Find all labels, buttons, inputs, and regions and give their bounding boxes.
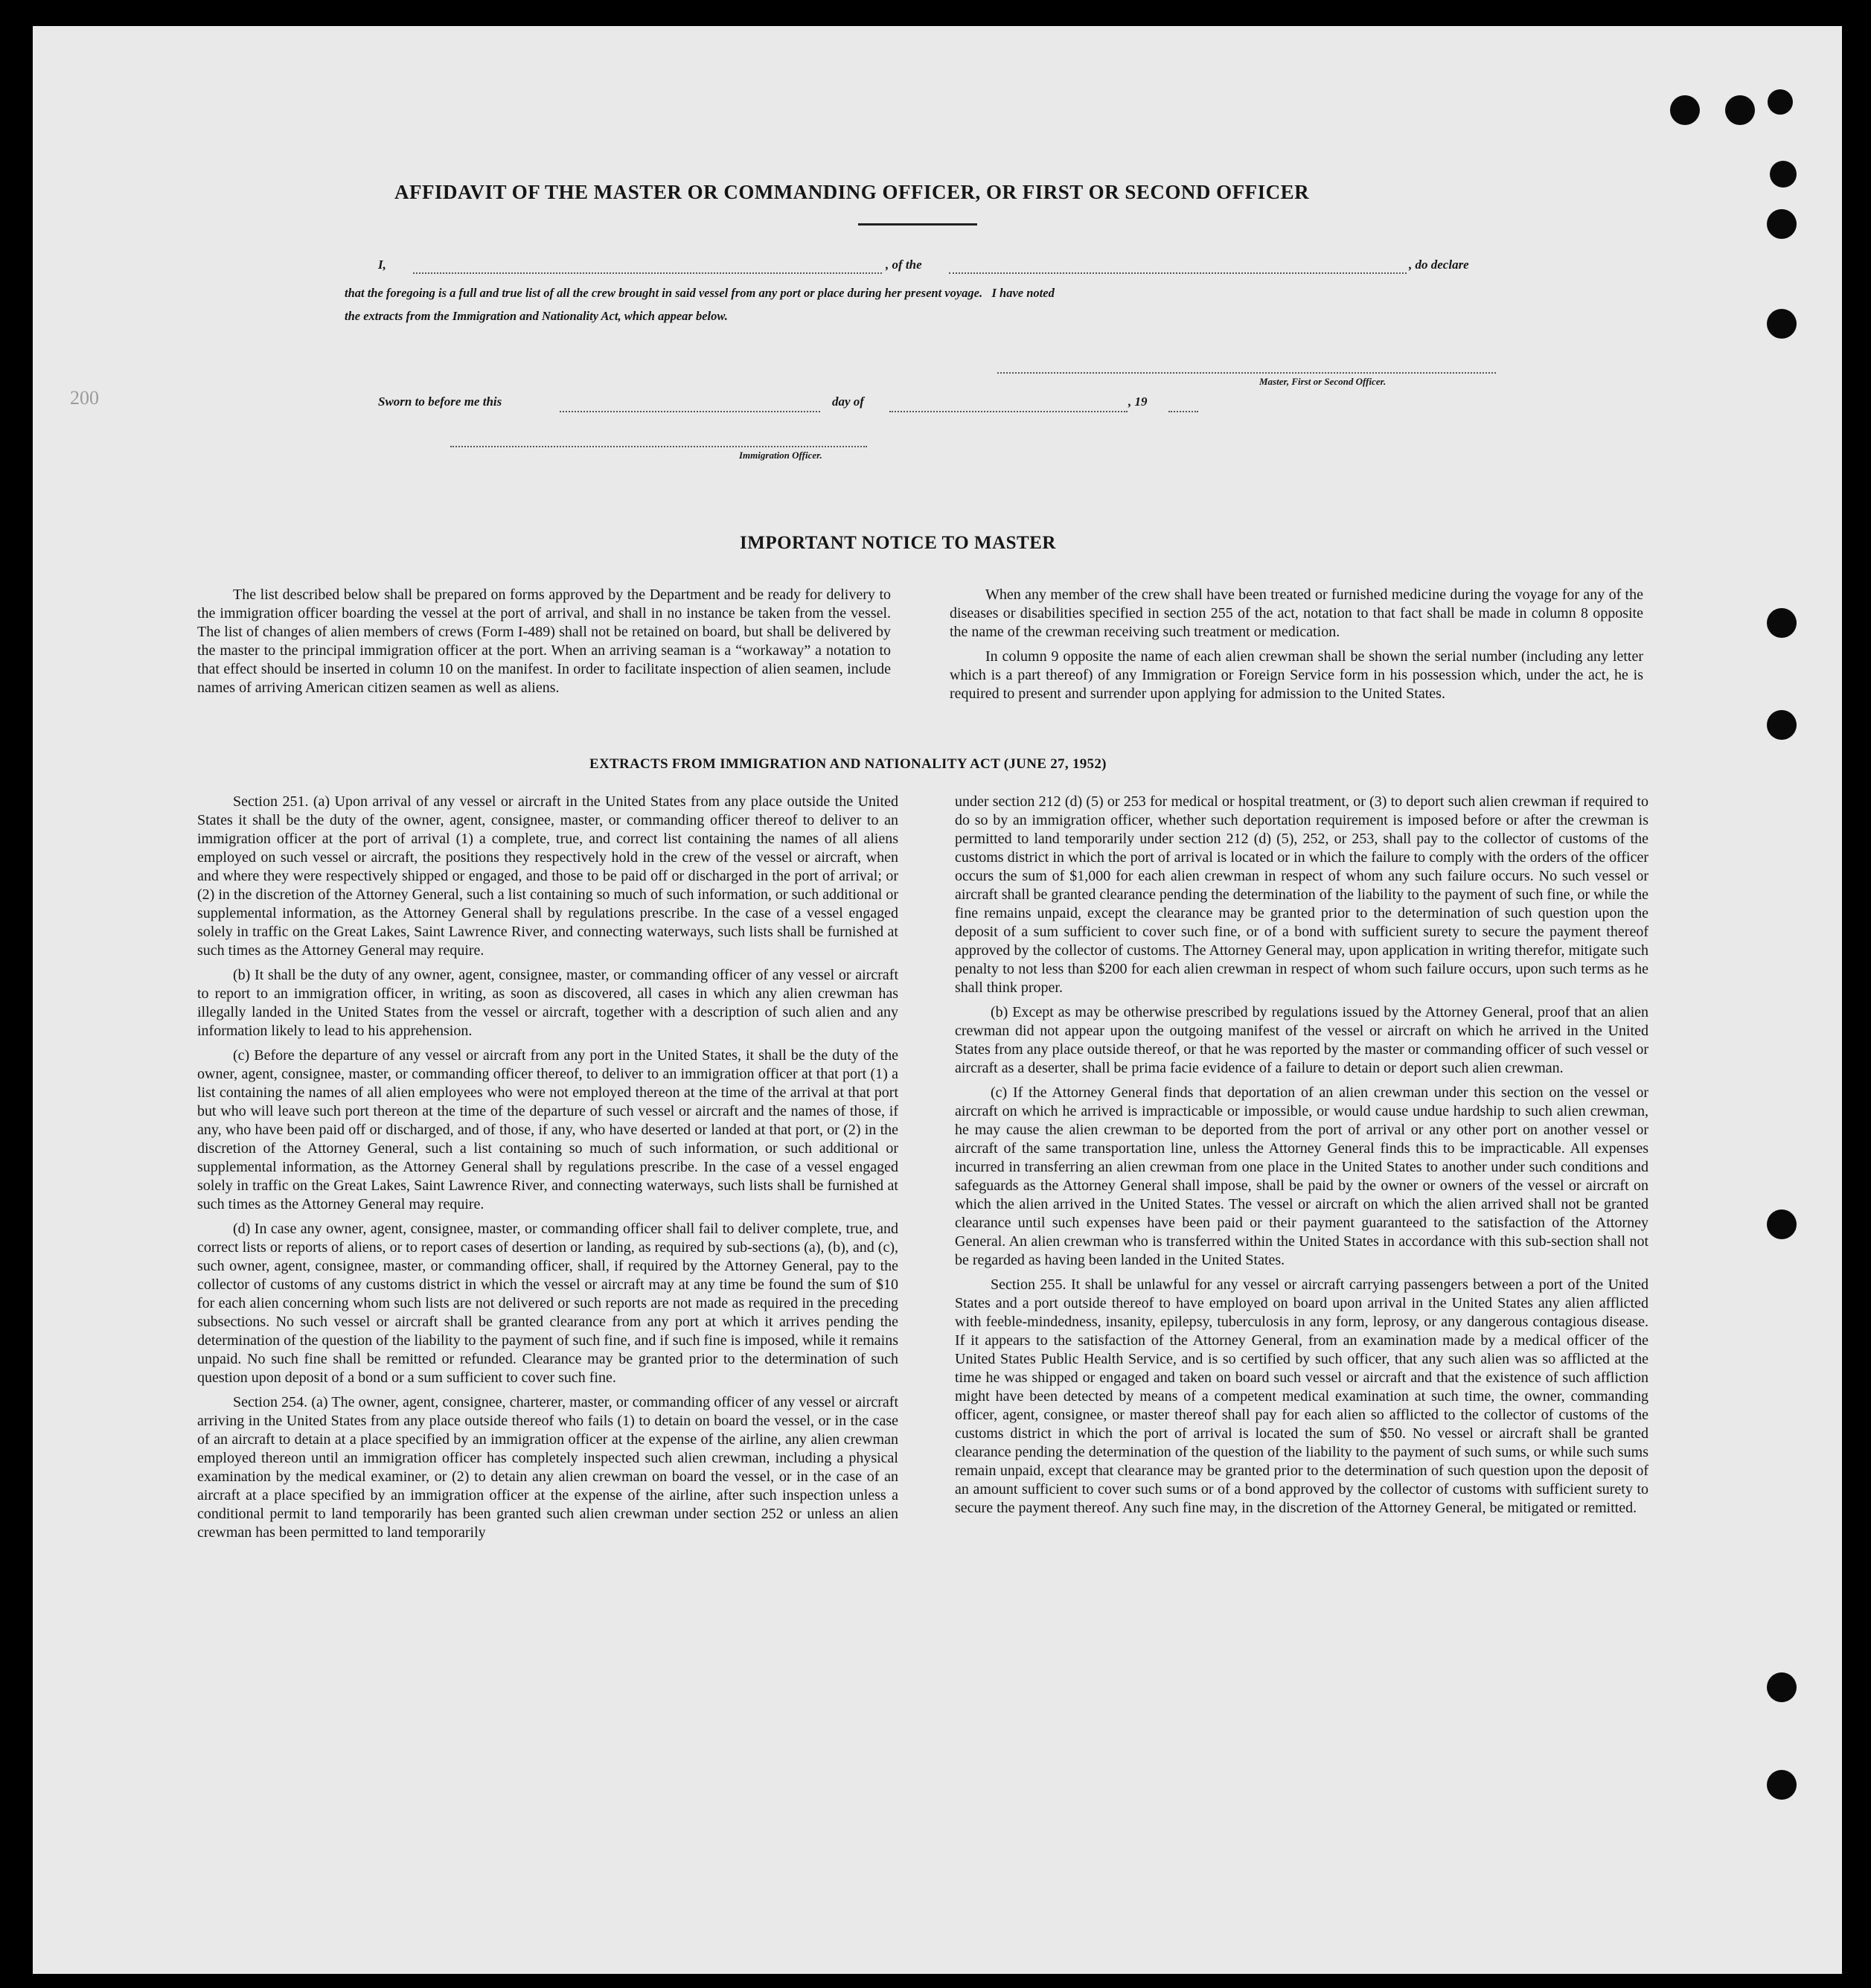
notice-left-paragraph: The list described below shall be prepared on forms approved by the Department and be ready for delivery to the immigration officer boarding the vessel at the port of arrival, and shall in no instance be taken from the vessel. The list of changes of alien members of crews (Form I-489) shall not be retained on board, but shall be delivered by the master to the principal immigration officer at the port. When an arriving seaman is a “workaway” a notation to that effect should be inserted in column 10 on the manifest. In order to facilitate inspection of alien seamen, include names of arriving American citizen seamen as well as aliens. xyxy=(197,587,891,696)
officer-caption: Immigration Officer. xyxy=(739,450,822,461)
extracts-title: EXTRACTS FROM IMMIGRATION AND NATIONALITY ACT (JUNE 27, 1952) xyxy=(589,756,1107,772)
master-signature-line xyxy=(997,372,1496,374)
i-label: I, xyxy=(378,258,386,272)
punch-hole xyxy=(1670,95,1700,125)
name-line xyxy=(413,272,882,274)
of-the-label: , of the xyxy=(886,258,922,272)
punch-hole xyxy=(1725,95,1755,125)
year-line xyxy=(1168,411,1198,412)
notice-left-column xyxy=(197,586,891,703)
notice-right-paragraph: In column 9 opposite the name of each alien crewman shall be shown the serial number (including any letter which is a part thereof) of any Immigration or Foreign Service form in his possession which, under the act, he is required to present and surrender upon applying for admission to the United States. xyxy=(950,648,1643,702)
section-254-c: (c) If the Attorney General finds that deportation of an alien crewman under this section on the vessel or aircraft on which he arrived is impracticable or impossible, or would cause undue hardship to such alien crewman, he may cause the alien crewman to be deported from the port of arrival or any other port on another vessel or aircraft of the same transportation line, unless the Attorney General finds this to be impracticable. All expenses incurred in transferring an alien crewman from one place in the United States to another under such conditions and safeguards as the Attorney General shall impose, shall be paid by the owner or owners of the vessel or aircraft on which the alien arrived in the United States. The vessel or aircraft on which the alien arrived shall not be granted clearance until such expenses have been paid or their payment guaranteed to the satisfaction of the Attorney General. An alien crewman who is transferred within the United States in accordance with this sub-section shall not be regarded as having been landed in the United States. xyxy=(955,1084,1648,1268)
title-rule xyxy=(858,223,977,226)
year-label: , 19 xyxy=(1128,394,1148,409)
punch-hole xyxy=(1767,209,1797,239)
declaration-line-2: the extracts from the Immigration and Nationality Act, which appear below. xyxy=(345,309,728,323)
notice-right-column xyxy=(950,586,1643,709)
margin-mark: 200 xyxy=(70,387,99,409)
do-declare-label: , do declare xyxy=(1409,258,1469,272)
sworn-month-line xyxy=(889,411,1128,412)
notice-title: IMPORTANT NOTICE TO MASTER xyxy=(740,533,1056,553)
master-signature-caption: Master, First or Second Officer. xyxy=(1259,376,1387,387)
section-254-b: (b) Except as may be otherwise prescribed by regulations issued by the Attorney General, proof that an alien crewman did not appear upon the outgoing manifest of the vessel or aircraft on which he arrived in the United States from any place outside thereof, or that he was reported by the master or commanding officer of such vessel or aircraft as a deserter, shall be prima facie evidence of a failure to detain or deport such alien crewman. xyxy=(955,1004,1648,1076)
extracts-right-column xyxy=(955,793,1648,1524)
declaration-line-1: that the foregoing is a full and true list of all the crew brought in said vessel from any port or place during her present voyage. I have noted xyxy=(345,286,1055,300)
section-251-b: (b) It shall be the duty of any owner, agent, consignee, master, or commanding officer of any vessel or aircraft to report to an immigration officer, in writing, as soon as discovered, all cases in which any alien crewman has illegally landed in the United States from the vessel or aircraft, together with a description of such alien and any information likely to lead to his apprehension. xyxy=(197,967,898,1039)
punch-hole xyxy=(1767,1672,1797,1702)
punch-hole xyxy=(1767,309,1797,339)
day-of-label: day of xyxy=(832,394,864,409)
punch-hole xyxy=(1770,161,1797,188)
section-251-c: (c) Before the departure of any vessel or aircraft from any port in the United States, it shall be the duty of the owner, agent, consignee, master, or commanding officer thereof, to deliver to an immigration officer at that port (1) a list containing the names of all alien employees who were not employed thereon at the time of the arrival at that port but who will leave such port thereon at the time of the departure of such vessel or aircraft and the names of those, if any, who have been paid off or discharged, and of those, if any, who have deserted or landed at that port, or (2) in the discretion of the Attorney General, such a list containing so much of such information, or such additional or supplemental information, as the Attorney General shall by regulations prescribe. In the case of a vessel engaged solely in traffic on the Great Lakes, Saint Lawrence River, and connecting waterways, such lists shall be furnished at such times as the Attorney General may require. xyxy=(197,1047,898,1212)
section-251-d: (d) In case any owner, agent, consignee, master, or commanding officer shall fail to deliver complete, true, and correct lists or reports of aliens, or to report cases of desertion or landing, as required by sub-sections (a), (b), and (c), such owner, agent, consignee, master, or commanding officer, shall, if required by the Attorney General, pay to the collector of customs of any customs district in which the vessel or aircraft may at any time be found the sum of $10 for each alien concerning whom such lists are not delivered or such reports are not made as required in the preceding subsections. No such vessel or aircraft shall be granted clearance from any port at which it arrives pending the determination of the question of the liability to the payment of such fine, and if such fine is imposed, while it remains unpaid. No such fine shall be remitted or refunded. Clearance may be granted prior to the determination of such question upon deposit of a bond or a sum sufficient to cover such fine. xyxy=(197,1221,898,1386)
sworn-day-line xyxy=(560,411,820,412)
punch-hole xyxy=(1768,89,1793,115)
section-254-a-continued: under section 212 (d) (5) or 253 for medical or hospital treatment, or (3) to deport such alien crewman if required to do so by an immigration officer, whether such deportation requirement is imposed before or after the crewman is permitted to land temporarily under section 212 (d) (5), 252, or 253, shall pay to the collector of customs of the customs district in which the port of arrival is located or in which the failure to comply with the orders of the officer occurs the sum of $1,000 for each alien crewman in respect of whom any such failure occurs. No such vessel or aircraft shall be granted clearance pending the determination of the liability to the payment of such fine, or while the fine remains unpaid, except the clearance may be granted prior to the determination of such question upon the deposit of a sum sufficient to cover such fine, or of a bond with sufficient surety to secure the payment thereof approved by the collector of customs. The Attorney General may, upon application in writing therefor, mitigate such penalty to not less than $200 for each alien crewman in respect of whom such failure occurs, upon such terms as he shall think proper. xyxy=(955,793,1648,996)
extracts-left-column xyxy=(197,793,898,1548)
section-251-a: Section 251. (a) Upon arrival of any vessel or aircraft in the United States from any place outside the United States it shall be the duty of the owner, agent, consignee, master, or commanding officer thereof to deliver to an immigration officer at the port of arrival (1) a complete, true, and correct list containing the names of all aliens employed on such vessel or aircraft, the positions they respectively hold in the crew of the vessel or aircraft, when and where they were respectively shipped or engaged, and those to be paid off or discharged in the port of arrival; or (2) in the discretion of the Attorney General, such a list containing so much of such information, or such additional or supplemental information, as the Attorney General shall by regulations prescribe. In the case of a vessel engaged solely in traffic on the Great Lakes, Saint Lawrence River, and connecting waterways, such lists shall be furnished at such times as the Attorney General may require. xyxy=(197,793,898,959)
vessel-line xyxy=(949,272,1407,274)
punch-hole xyxy=(1767,608,1797,638)
section-254-a: Section 254. (a) The owner, agent, consignee, charterer, master, or commanding officer of any vessel or aircraft arriving in the United States from any place outside thereof who fails (1) to detain on board the vessel, or in the case of an aircraft to detain at a place specified by an immigration officer at the expense of the airline, any alien crewman employed thereon until an immigration officer has completely inspected such alien crewman, including a physical examination by the medical examiner, or (2) to detain any alien crewman on board the vessel, or in the case of an aircraft at a place specified by an immigration officer at the expense of the airline, after such inspection unless a conditional permit to land temporarily has been granted such alien crewman under section 252 or unless an alien crewman has been permitted to land temporarily xyxy=(197,1394,898,1541)
notice-right-paragraph: When any member of the crew shall have been treated or furnished medicine during the voyage for any of the diseases or disabilities specified in section 255 of the act, notation to that fact shall be made in column 8 opposite the name of the crewman receiving such treatment or medication. xyxy=(950,587,1643,640)
affidavit-title: AFFIDAVIT OF THE MASTER OR COMMANDING OFFICER, OR FIRST OR SECOND OFFICER xyxy=(394,181,1310,203)
punch-hole xyxy=(1767,710,1797,740)
punch-hole xyxy=(1767,1770,1797,1800)
punch-hole xyxy=(1767,1209,1797,1239)
section-255: Section 255. It shall be unlawful for any vessel or aircraft carrying passengers between a port of the United States and a port outside thereof to have employed on board upon arrival in the United States any alien afflicted with feeble-mindedness, insanity, epilepsy, tuberculosis in any form, leprosy, or any dangerous contagious disease. If it appears to the satisfaction of the Attorney General, from an examination made by a medical officer of the United States Public Health Service, and is so certified by such officer, that any such alien was so afflicted at the time he was shipped or engaged and taken on board such vessel or aircraft and that the existence of such affliction might have been detected by means of a competent medical examination at such time, the owner, commanding officer, agent, consignee, or master thereof shall pay for each alien so afflicted to the collector of customs of the customs district in which the port of arrival is located the sum of $50. No vessel or aircraft shall be granted clearance pending the determination of the question of the liability to the payment of such sums, or while such sums remain unpaid, except that clearance may be granted prior to the determination of such question upon the deposit of an amount sufficient to cover such sums or of a bond approved by the collector of customs with sufficient surety to secure the payment thereof. Any such fine may, in the discretion of the Attorney General, be mitigated or remitted. xyxy=(955,1276,1648,1516)
sworn-label: Sworn to before me this xyxy=(378,394,502,409)
officer-signature-line xyxy=(450,446,867,447)
